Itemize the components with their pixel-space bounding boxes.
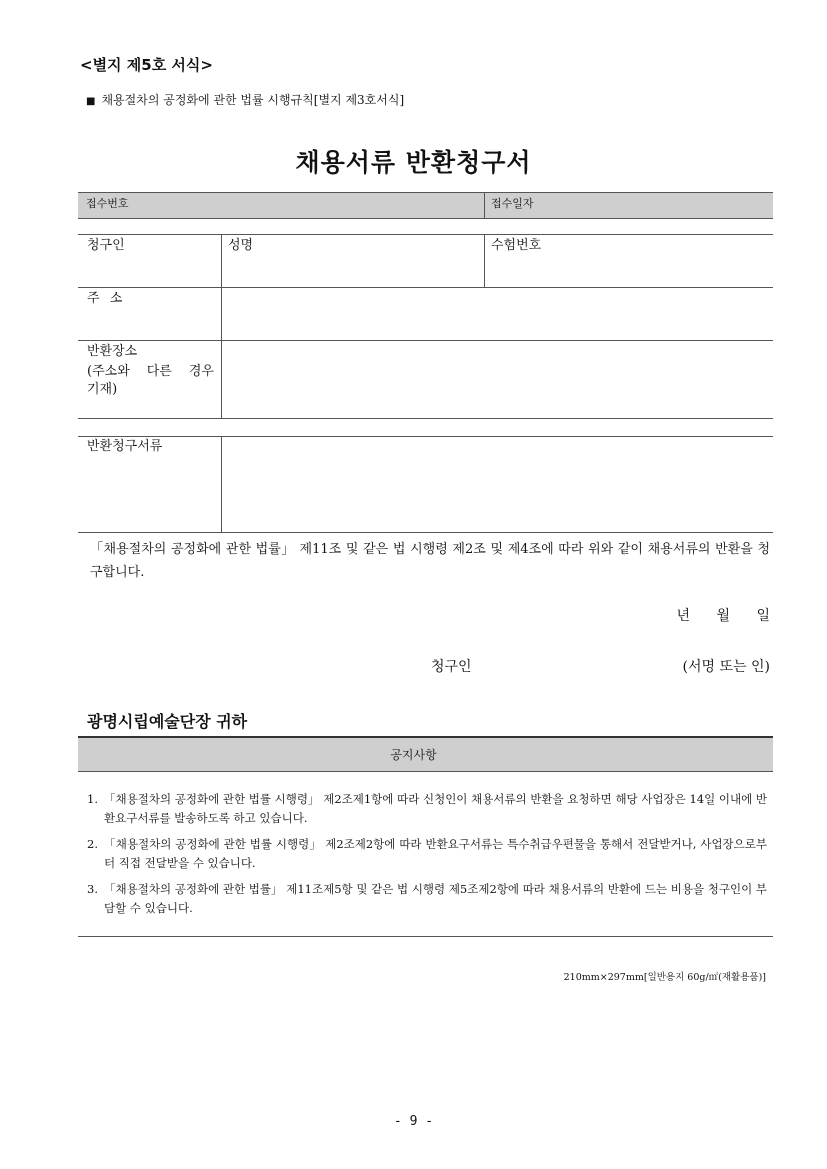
return-place-field[interactable] — [228, 345, 768, 413]
receipt-band — [78, 192, 773, 218]
divider — [78, 234, 773, 235]
notice-item-number: 3. — [87, 882, 98, 896]
name-field[interactable] — [228, 250, 478, 284]
divider — [78, 936, 773, 937]
divider — [78, 436, 773, 437]
notice-item-text: 「채용절차의 공정화에 관한 법률」 제11조제5항 및 같은 법 시행령 제5조제2항에 따라 채용서류의 반환에 드는 비용을 청구인이 부담할 수 있습니다. — [104, 882, 767, 915]
receipt-date-label: 접수일자 — [491, 197, 534, 210]
documents-field[interactable] — [228, 440, 768, 528]
notice-item-text: 「채용절차의 공정화에 관한 법률 시행령」 제2조제2항에 따라 반환요구서류는 특수취급우편물을 통해서 전달받거나, 사업장으로부터 직접 전달받을 수 있습니다. — [104, 837, 767, 870]
return-place-label: 반환장소 — [87, 344, 138, 359]
document-title: 채용서류 반환청구서 — [295, 148, 532, 177]
legal-reference-text: 채용절차의 공정화에 관한 법률 시행규칙[별지 제3호서식] — [101, 93, 405, 107]
form-number-tag: <별지 제5호 서식> — [80, 56, 213, 74]
request-statement: 「채용절차의 공정화에 관한 법률」 제11조 및 같은 법 시행령 제2조 및 제4조에 따라 위와 같이 채용서류의 반환을 청구합니다. — [90, 542, 770, 580]
notice-header: 공지사항 — [390, 748, 437, 762]
divider — [78, 418, 773, 419]
notice-item-number: 2. — [87, 837, 98, 851]
date-line: 년 월 일 — [676, 608, 770, 624]
divider — [484, 234, 485, 287]
documents-label: 반환청구서류 — [87, 439, 163, 454]
divider — [78, 340, 773, 341]
notice-item — [87, 835, 767, 873]
exam-number-label: 수험번호 — [491, 238, 542, 253]
name-label: 성명 — [228, 238, 254, 253]
divider — [78, 771, 773, 772]
divider — [78, 218, 773, 219]
divider — [78, 736, 773, 738]
divider — [484, 192, 485, 218]
notice-item — [87, 790, 767, 828]
signature-claimant-label: 청구인 — [431, 659, 472, 675]
divider — [78, 192, 773, 193]
divider — [221, 436, 222, 532]
receipt-number-label: 접수번호 — [86, 197, 129, 210]
notice-item — [87, 880, 767, 918]
square-bullet-icon: ■ — [86, 96, 96, 107]
exam-number-field[interactable] — [491, 250, 767, 284]
notice-item-number: 1. — [87, 792, 98, 806]
divider — [78, 532, 773, 533]
paper-size-note: 210mm×297mm[일반용지 60g/㎡(재활용품)] — [563, 972, 766, 983]
notice-item-text: 「채용절차의 공정화에 관한 법률 시행령」 제2조제1항에 따라 신청인이 채용서류의 반환을 요청하면 해당 사업장은 14일 이내에 반환요구서류를 발송하도록 하고 있습니다. — [104, 792, 767, 825]
address-label: 주 소 — [87, 291, 123, 306]
divider — [221, 234, 222, 418]
divider — [78, 287, 773, 288]
address-field[interactable] — [228, 292, 768, 336]
claimant-label: 청구인 — [87, 238, 125, 253]
signature-label: (서명 또는 인) — [682, 659, 770, 675]
legal-reference — [86, 91, 404, 108]
return-place-note: (주소와 다른 경우 기재) — [87, 364, 214, 397]
page-number: - 9 - — [393, 1114, 434, 1129]
addressee: 광명시립예술단장 귀하 — [87, 712, 248, 731]
